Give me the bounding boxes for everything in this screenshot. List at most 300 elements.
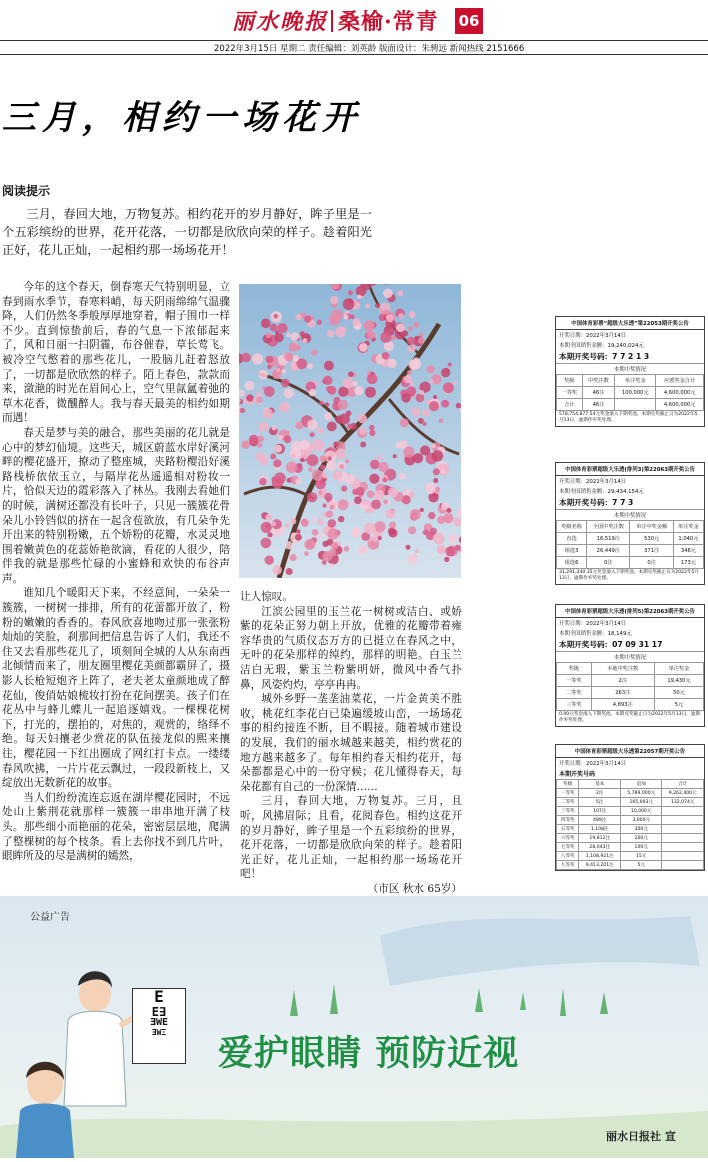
blossom-petal bbox=[399, 473, 406, 480]
blossom-petal bbox=[310, 432, 315, 437]
table-cell bbox=[615, 399, 656, 411]
blossom-petal bbox=[256, 391, 262, 397]
table-cell: 107注 bbox=[579, 807, 621, 816]
blossom-petal bbox=[419, 390, 424, 395]
table-cell: 100元 bbox=[620, 843, 662, 852]
blossom-petal bbox=[267, 365, 272, 370]
table-cell: 二等奖 bbox=[557, 687, 592, 699]
blossom-petal bbox=[410, 509, 421, 520]
blossom-petal bbox=[274, 333, 283, 342]
table-cell: 二等奖 bbox=[557, 798, 579, 807]
blossom-petal bbox=[426, 399, 431, 404]
table-header: 奖级 bbox=[557, 780, 579, 789]
blossom-petal bbox=[286, 333, 291, 338]
lottery-notice bbox=[555, 462, 705, 585]
blossom-petal bbox=[345, 474, 356, 485]
blossom-petal bbox=[274, 445, 282, 453]
blossom-petal bbox=[338, 516, 344, 522]
table-cell bbox=[662, 825, 704, 834]
table-cell: 一等奖 bbox=[557, 387, 583, 399]
table-cell bbox=[662, 852, 704, 861]
blossom-petal bbox=[407, 337, 415, 345]
blossom-petal bbox=[369, 430, 375, 436]
table-cell: 530元 bbox=[630, 533, 673, 545]
blossom-petal bbox=[320, 455, 327, 462]
blossom-petal bbox=[425, 483, 436, 494]
table-header: 全国中奖注数 bbox=[587, 521, 630, 533]
blossom-petal bbox=[327, 330, 335, 338]
table-cell: 19,812注 bbox=[579, 834, 621, 843]
lottery-sales: 本期全国销售金额：29,434,154元 bbox=[559, 489, 644, 495]
blossom-petal bbox=[418, 337, 425, 344]
blossom-petal bbox=[409, 492, 415, 498]
blossom-petal bbox=[412, 408, 421, 417]
blossom-petal bbox=[374, 490, 384, 500]
blossom-petal bbox=[350, 501, 354, 505]
table-cell: 八等奖 bbox=[557, 852, 579, 861]
blossom-petal bbox=[391, 336, 396, 341]
blossom-petal bbox=[409, 311, 416, 318]
table-cell: 346元 bbox=[673, 545, 703, 557]
blossom-petal bbox=[279, 527, 285, 533]
blossom-petal bbox=[416, 394, 425, 403]
blossom-petal bbox=[259, 422, 269, 432]
blossom-petal bbox=[380, 332, 391, 343]
blossom-petal bbox=[389, 522, 396, 529]
blossom-petal bbox=[367, 329, 372, 334]
blossom-petal bbox=[307, 363, 313, 369]
blossom-petal bbox=[448, 362, 452, 366]
table-header: 单注奖金 bbox=[615, 375, 656, 387]
table-cell: 2注 bbox=[579, 789, 621, 798]
blossom-petal bbox=[359, 343, 368, 352]
info-bar bbox=[0, 40, 708, 55]
lead-text: 三月，春回大地，万物复苏。相约花开的岁月静好，眸子里是一个五彩缤纷的世界，花开花落，一切都是欣欣向荣的样子。趁着阳光正好，花儿正灿，一起相约那一场场花开！ bbox=[2, 207, 372, 257]
blossom-petal bbox=[431, 374, 441, 384]
table-cell: 19,430元 bbox=[655, 675, 704, 687]
blossom-petal bbox=[274, 314, 279, 319]
table-cell: 组选6 bbox=[557, 557, 587, 569]
blossom-petal bbox=[420, 445, 430, 455]
blossom-petal bbox=[324, 493, 332, 501]
blossom-petal bbox=[408, 555, 418, 565]
table-cell: 5元 bbox=[620, 861, 662, 870]
blossom-petal bbox=[430, 528, 437, 535]
blossom-petal bbox=[431, 444, 435, 448]
blossom-petal bbox=[427, 365, 435, 373]
blossom-petal bbox=[433, 395, 437, 399]
lottery-numbers: 本期开奖号码：7 7 2 1 3 bbox=[559, 352, 650, 361]
table-cell bbox=[662, 834, 704, 843]
blossom-petal bbox=[401, 393, 411, 403]
blossom-petal bbox=[261, 319, 271, 329]
blossom-petal bbox=[318, 490, 322, 494]
table-cell: 0注 bbox=[630, 557, 673, 569]
blossom-petal bbox=[386, 509, 396, 519]
table-cell bbox=[662, 807, 704, 816]
lottery-note: 578,754,877.54元奖金滚入下期奖池。本期兑奖截止日为2022年5月13日，逾期作弃奖处理。 bbox=[559, 412, 698, 424]
table-cell: 28,043注 bbox=[579, 843, 621, 852]
article-column-right bbox=[240, 590, 462, 896]
blossom-petal bbox=[272, 426, 277, 431]
lottery-table bbox=[556, 662, 704, 711]
blossom-petal bbox=[312, 469, 324, 481]
blossom-petal bbox=[345, 459, 349, 463]
blossom-petal bbox=[347, 424, 353, 430]
blossom-petal bbox=[330, 563, 334, 567]
blossom-petal bbox=[261, 538, 272, 549]
table-header: 奖级 bbox=[557, 375, 583, 387]
blossom-petal bbox=[388, 359, 397, 368]
blossom-petal bbox=[406, 545, 411, 550]
eye-chart-row: ƎWE bbox=[149, 1017, 169, 1029]
blossom-petal bbox=[324, 412, 332, 420]
blossom-petal bbox=[257, 442, 263, 448]
lottery-title: 中国体育彩票“超级大乐透”第22053期开奖公告 bbox=[556, 317, 704, 330]
blossom-petal bbox=[428, 512, 435, 519]
blossom-petal bbox=[332, 470, 342, 480]
lottery-date: 开奖日期：2022年3月14日 bbox=[559, 761, 627, 767]
blossom-petal bbox=[335, 449, 346, 460]
blossom-petal bbox=[320, 465, 325, 470]
blossom-petal bbox=[256, 452, 265, 461]
table-cell: 300元 bbox=[620, 825, 662, 834]
blossom-petal bbox=[443, 513, 453, 523]
newspaper-brand: 丽水晚报 bbox=[232, 9, 329, 35]
ad-slogan: 爱护眼睛 预防近视 bbox=[218, 1034, 520, 1074]
blossom-petal bbox=[322, 503, 326, 507]
table-cell: 16,519注 bbox=[587, 533, 630, 545]
table-cell: 组选3 bbox=[557, 545, 587, 557]
blossom-petal bbox=[296, 478, 302, 484]
masthead-divider bbox=[331, 10, 333, 32]
blossom-petal bbox=[272, 565, 282, 575]
blossom-petal bbox=[307, 454, 319, 466]
blossom-petal bbox=[329, 549, 337, 557]
table-cell: 200元 bbox=[620, 834, 662, 843]
table-cell: 50元 bbox=[655, 687, 704, 699]
blossom-petal bbox=[328, 386, 337, 395]
lottery-subtitle: 本期中奖情况 bbox=[556, 509, 704, 520]
blossom-petal bbox=[284, 353, 293, 362]
blossom-petal bbox=[370, 541, 375, 546]
blossom-petal bbox=[400, 418, 409, 427]
blossom-petal bbox=[284, 436, 292, 444]
blossom-petal bbox=[270, 324, 278, 332]
blossom-petal bbox=[433, 533, 445, 545]
table-cell: 七等奖 bbox=[557, 843, 579, 852]
lottery-date: 开奖日期：2022年3月14日 bbox=[559, 479, 627, 485]
paragraph: 城外乡野一垄垄油菜花，一片金黄美不胜收，桃花红李花白已染遍缓坡山峦，一场场花事的相约接连不断，目不暇接。随着城市建设的发展，我们的丽水城越来越美，相约赏花的地方越来越多了。每年相约春天相约花开，每朵都都是心中的一份守候；花儿懂得春天，每朵花都有自己的一份深情…… bbox=[240, 693, 462, 793]
table-cell: 100,000元 bbox=[615, 387, 656, 399]
blossom-petal bbox=[432, 450, 443, 461]
blossom-petal bbox=[422, 409, 430, 417]
blossom-petal bbox=[331, 309, 343, 321]
author-byline: （市区 秋水 65岁） bbox=[367, 882, 462, 895]
blossom-petal bbox=[245, 381, 255, 391]
blossom-petal bbox=[252, 353, 263, 364]
table-cell: 489注 bbox=[579, 816, 621, 825]
blossom-petal bbox=[295, 534, 302, 541]
blossom-petal bbox=[273, 459, 281, 467]
lottery-numbers: 本期开奖号码：07 09 31 17 bbox=[559, 640, 663, 649]
paragraph: 三月，春回大地，万物复苏。三月，且听，风拂眉际；且看，花阅春色。相约这花开的岁月静好，眸子里是一个五彩缤纷的世界，花开花落，一切都是欣欣向荣的样子。趁着阳光正好，花儿正灿，一起相约那一场场花开吧！ bbox=[240, 795, 462, 881]
blossom-petal bbox=[389, 529, 398, 538]
blossom-petal bbox=[343, 298, 355, 310]
blossom-petal bbox=[328, 456, 332, 460]
lottery-note: 0.00元奖金滚入下期奖池。本期兑奖截止日为2022年5月13日，逾期作弃奖处理。 bbox=[559, 712, 700, 724]
blossom-petal bbox=[282, 369, 287, 374]
table-cell: 直选 bbox=[557, 533, 587, 545]
blossom-petal bbox=[306, 540, 315, 549]
masthead bbox=[0, 0, 708, 40]
blossom-petal bbox=[407, 370, 412, 375]
paragraph: 今年的这个春天，倒春寒天气特别明显，立春到雨水季节，春寒料峭，每天阴雨绵绵气温骤降，人们仍然冬季般厚厚地穿着，帽子围巾一样不少。直到惊蛰前后，春的气息一下浓郁起来了，风和日丽一扫阴霾，布谷催春，草长莺飞。被冷空气憋着的那些花儿，一股脑儿赶着怒放了，一切都是欣欣然的样子。陌上春色，款款而来，潋滟的时光在眉间心上，空气里氤氲着弛的草木花香，微醺醉人。我与春天最美的相约如期而遇！ bbox=[2, 281, 230, 425]
table-cell: 3,000元 bbox=[620, 816, 662, 825]
blossom-petal bbox=[312, 517, 316, 521]
blossom-petal bbox=[370, 460, 380, 470]
blossom-petal bbox=[353, 381, 358, 386]
blossom-petal bbox=[285, 431, 289, 435]
paragraph: 让人惊叹。 bbox=[240, 591, 293, 603]
blossom-petal bbox=[413, 453, 423, 463]
blossom-petal bbox=[397, 290, 403, 296]
blossom-petal bbox=[327, 422, 337, 432]
paragraph: 春天是梦与美的融合，那些美丽的花儿就是心中的梦幻仙境。这些天，城区蔚蓝水岸好溪河畔的樱花盛开，撩动了整座城，夹路粉樱沿好溪路栈桥依依玉立，与隔岸花丛遥遥相对粉妆一片，恰似天边的霞彩落入了林丛。我刚去看她们的时候，满树还都没有长叶子，只见一簇簇花骨朵儿小铃铛似的挤在一起含苞欲放，有几朵争先开出来的特别粉嫩，五个娇粉的花瓣，水灵灵地围着嫩黄色的花蕊娇艳欲滴，看花的人很少，陪伴我的就是那些忙碌的小蜜蜂和欢快的布谷声声。 bbox=[2, 426, 230, 585]
blossom-petal bbox=[453, 381, 457, 385]
blossom-petal bbox=[249, 435, 259, 445]
blossom-petal bbox=[265, 514, 272, 521]
blossom-petal bbox=[286, 568, 293, 575]
public-service-ad bbox=[0, 896, 708, 1158]
blossom-petal bbox=[246, 394, 253, 401]
lottery-numbers: 本期开奖号码 bbox=[559, 771, 596, 778]
eye-chart bbox=[132, 988, 186, 1064]
table-header: 本地中奖注数 bbox=[591, 663, 654, 675]
blossom-petal bbox=[284, 388, 294, 398]
blossom-petal bbox=[285, 523, 290, 528]
blossom-petal bbox=[365, 304, 370, 309]
table-cell: 5,789,000元 bbox=[620, 789, 662, 798]
blossom-petal bbox=[266, 356, 274, 364]
blossom-petal bbox=[369, 474, 379, 484]
blossom-petal bbox=[420, 508, 424, 512]
blossom-petal bbox=[322, 379, 327, 384]
blossom-petal bbox=[437, 545, 446, 554]
table-cell: 1,040元 bbox=[673, 533, 703, 545]
table-cell: 四等奖 bbox=[557, 816, 579, 825]
blossom-petal bbox=[265, 555, 274, 564]
blossom-petal bbox=[267, 532, 272, 537]
lottery-table bbox=[556, 520, 704, 569]
blossom-petal bbox=[386, 315, 394, 323]
blossom-petal bbox=[339, 414, 350, 425]
table-cell: 三等奖 bbox=[557, 807, 579, 816]
blossom-petal bbox=[271, 521, 276, 526]
table-cell: 9,262,400元 bbox=[662, 789, 704, 798]
lottery-title: 中国体育彩票超级大乐透(排列3)第22063期开奖公告 bbox=[556, 463, 704, 476]
blossom-petal bbox=[383, 478, 388, 483]
table-cell: 371注 bbox=[630, 545, 673, 557]
lottery-note: 31,291,340.35元奖金滚入下期奖池。本期兑奖截止日为2022年5月13日，逾期作弃奖处理。 bbox=[559, 570, 700, 582]
blossom-petal bbox=[343, 377, 354, 388]
blossom-petal bbox=[446, 508, 451, 513]
blossom-petal bbox=[296, 314, 302, 320]
blossom-petal bbox=[307, 420, 317, 430]
lottery-subtitle: 本期中奖情况 bbox=[556, 363, 704, 374]
table-cell: 合计 bbox=[557, 399, 583, 411]
table-cell bbox=[662, 861, 704, 870]
blossom-petal bbox=[388, 487, 398, 497]
blossom-petal bbox=[439, 418, 444, 423]
blossom-petal bbox=[313, 440, 325, 452]
table-header: 追加 bbox=[620, 780, 662, 789]
blossom-petal bbox=[304, 551, 309, 556]
table-cell: 1,108,921注 bbox=[579, 852, 621, 861]
table-header: 奖级 bbox=[557, 663, 592, 675]
blossom-petal bbox=[398, 313, 404, 319]
blossom-petal bbox=[367, 374, 378, 385]
blossom-petal bbox=[364, 523, 375, 534]
blossom-petal bbox=[371, 500, 381, 510]
table-cell: 九等奖 bbox=[557, 861, 579, 870]
paragraph: 当人们纷纷流连忘返在湖岸樱花园时，不远处山上紫荆花就那样一簇簇一串串地开满了枝头。那些细小而艳丽的花朵，密密层层地，爬满了整棵树的每个枝条。看上去你找不到几片叶，眼眸所及的尽是满树的嫣然， bbox=[2, 791, 230, 863]
blossom-petal bbox=[281, 379, 290, 388]
blossom-petal bbox=[301, 518, 308, 525]
blossom-petal bbox=[338, 400, 348, 410]
blossom-petal bbox=[333, 441, 338, 446]
blossom-petal bbox=[443, 382, 454, 393]
table-cell: 一等奖 bbox=[557, 675, 592, 687]
table-cell: 4,893注 bbox=[591, 699, 654, 711]
blossom-petal bbox=[312, 529, 319, 536]
blossom-petal bbox=[309, 389, 316, 396]
blossom-petal bbox=[354, 496, 362, 504]
blossom-petal bbox=[430, 379, 434, 383]
blossom-petal bbox=[241, 353, 251, 363]
lottery-subtitle: 本期中奖情况 bbox=[556, 651, 704, 662]
table-cell: 一等奖 bbox=[557, 789, 579, 798]
blossom-petal bbox=[445, 546, 455, 556]
blossom-petal bbox=[296, 422, 304, 430]
table-header: 单注奖金 bbox=[673, 521, 703, 533]
blossom-petal bbox=[348, 290, 353, 295]
blossom-petal bbox=[408, 526, 416, 534]
blossom-petal bbox=[241, 440, 250, 449]
blossom-petal bbox=[367, 490, 375, 498]
table-cell: 2注 bbox=[591, 675, 654, 687]
blossom-petal bbox=[351, 527, 361, 537]
blossom-petal bbox=[441, 470, 445, 474]
blossom-petal bbox=[408, 326, 413, 331]
table-cell: 五等奖 bbox=[557, 825, 579, 834]
blossom-petal bbox=[449, 534, 458, 543]
blossom-petal bbox=[328, 519, 337, 528]
table-cell: 4,600,000元 bbox=[656, 387, 704, 399]
lottery-title: 中国体育彩票超级大乐透第22057期开奖公告 bbox=[556, 745, 704, 758]
blossom-petal bbox=[275, 330, 279, 334]
blossom-petal bbox=[240, 408, 245, 413]
blossom-petal bbox=[259, 478, 267, 486]
blossom-petal bbox=[383, 499, 388, 504]
paragraph: 江滨公园里的玉兰花一树树或洁白、或娇紫的花朵正努力朝上开放，优雅的花瓣带着雍容华贵的气质仪态万方的已挺立在春风之中，无叶的花朵那样的绰约，那样的明艳。白玉兰洁白无瑕，紫玉兰粉紫明妍，微风中香气扑鼻，风姿灼灼，亭亭冉冉。 bbox=[240, 605, 462, 691]
blossom-petal bbox=[408, 360, 418, 370]
blossom-petal bbox=[396, 323, 405, 332]
table-cell: 5注 bbox=[579, 798, 621, 807]
blossom-petal bbox=[303, 338, 308, 343]
blossom-petal bbox=[339, 464, 344, 469]
table-header: 单注中奖金额 bbox=[630, 521, 673, 533]
section-title: 桑榆·常青 bbox=[338, 9, 439, 35]
blossom-petal bbox=[376, 455, 381, 460]
blossom-petal bbox=[354, 386, 363, 395]
blossom-petal bbox=[274, 472, 286, 484]
lottery-sales: 本期全国销售金额：18,149元 bbox=[559, 631, 632, 637]
blossom-petal bbox=[356, 487, 365, 496]
blossom-petal bbox=[382, 352, 390, 360]
blossom-petal bbox=[324, 361, 334, 371]
eye-chart-row: E bbox=[154, 987, 164, 1006]
blossom-petal bbox=[289, 342, 298, 351]
blossom-petal bbox=[290, 554, 297, 561]
lottery-sales: 本期全国销售金额：19,240,024元 bbox=[559, 343, 644, 349]
blossom-petal bbox=[318, 533, 323, 538]
blossom-petal bbox=[319, 401, 324, 406]
table-cell: 1,108注 bbox=[579, 825, 621, 834]
blossom-petal bbox=[444, 557, 449, 562]
table-cell: 15元 bbox=[620, 852, 662, 861]
table-cell bbox=[662, 843, 704, 852]
table-cell: 5元 bbox=[655, 699, 704, 711]
blossom-petal bbox=[344, 315, 349, 320]
table-cell: 132,074元 bbox=[662, 798, 704, 807]
blossom-petal bbox=[330, 505, 335, 510]
blossom-petal bbox=[300, 458, 304, 462]
blossom-petal bbox=[304, 316, 311, 323]
info-bar-text: 2022年3月15日 星期二 责任编辑：刘英龄 版面设计：朱骋远 新闻热线 2151666 bbox=[214, 44, 525, 54]
blossom-petal bbox=[317, 320, 322, 325]
blossom-petal bbox=[278, 435, 283, 440]
blossom-petal bbox=[256, 397, 262, 403]
table-cell: 六等奖 bbox=[557, 834, 579, 843]
blossom-petal bbox=[353, 318, 361, 326]
blossom-petal bbox=[435, 487, 440, 492]
table-header: 奖级名称 bbox=[557, 521, 587, 533]
article-headline: 三月，相约一场花开 bbox=[2, 98, 362, 138]
blossom-petal bbox=[325, 402, 330, 407]
blossom-petal bbox=[365, 387, 376, 398]
blossom-petal bbox=[322, 541, 328, 547]
blossom-petal bbox=[290, 364, 297, 371]
blossom-petal bbox=[291, 332, 299, 340]
cherry-blossom-photo bbox=[239, 284, 461, 578]
blossom-petal bbox=[311, 349, 317, 355]
blossom-petal bbox=[308, 467, 313, 472]
blossom-petal bbox=[285, 541, 293, 549]
blossom-petal bbox=[403, 446, 414, 457]
blossom-petal bbox=[358, 545, 368, 555]
table-cell: 三等奖 bbox=[557, 699, 592, 711]
table-cell: 46注 bbox=[582, 387, 615, 399]
blossom-petal bbox=[378, 536, 382, 540]
table-cell: 10,000元 bbox=[620, 807, 662, 816]
blossom-petal bbox=[359, 428, 366, 435]
lottery-date: 开奖日期：2022年3月14日 bbox=[559, 333, 627, 339]
lottery-table bbox=[556, 374, 704, 411]
blossom-illustration bbox=[239, 284, 461, 578]
table-cell: 26,449注 bbox=[587, 545, 630, 557]
blossom-petal bbox=[341, 486, 347, 492]
